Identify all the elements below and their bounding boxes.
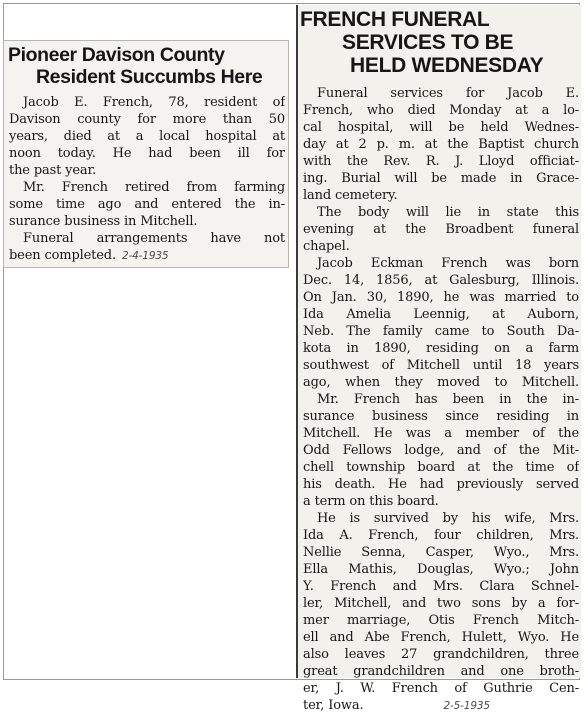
handwritten-date: 2-4-1935 [121,250,169,262]
text-line: er, J. W. French of Guthrie Cen- [303,681,579,696]
text-line: ter, Iowa. [303,698,364,713]
text-line: with the Rev. R. J. Lloyd officiat- [303,154,579,169]
left-headline-line1: Pioneer Davison County [8,44,225,66]
text-line: Nellie Senna, Casper, Wyo., Mrs. [303,545,579,560]
text-line: On Jan. 30, 1890, he was married to [303,290,579,305]
text-line: chapel. [303,239,350,254]
right-headline-line1: FRENCH FUNERAL [300,8,490,31]
left-headline-line2: Resident Succumbs Here [36,66,263,88]
text-line: chell township board at the time of [303,460,579,475]
text-line: a term on this board. [303,494,439,509]
text-line: surance business in Mitchell. [9,214,198,229]
text-line: evening at the Broadbent funeral [303,222,579,237]
text-line: Jacob Eckman French was born [317,256,579,271]
text-line: been completed. [9,248,116,263]
text-line: ago, when they moved to Mitchell. [303,375,579,390]
text-line: Odd Fellows lodge, and of the Mit- [303,443,579,458]
text-line: surance business since residing in [303,409,579,424]
text-line: ell and Abe French, Hulett, Wyo. He [303,630,579,645]
text-line: southwest of Mitchell until 18 years [303,358,579,373]
text-line: also leaves 27 grandchildren, three [303,647,579,662]
text-line: Neb. The family came to South Da- [303,324,579,339]
handwritten-date: 2-5-1935 [443,700,490,712]
text-line: Jacob E. French, 78, resident of [23,95,285,110]
text-line: Davison county for more than 50 [9,112,285,127]
left-article-body [9,94,285,264]
text-line-with-date [303,697,579,714]
text-line: He is survived by his wife, Mrs. [317,511,579,526]
text-line: kota in 1890, residing on a farm [303,341,579,356]
text-line: Y. French and Mrs. Clara Schnel- [303,579,579,594]
text-line: Funeral services for Jacob E. [317,86,579,101]
text-line: land cemetery. [303,188,398,203]
text-line-with-date [9,247,285,264]
text-line: Mitchell. He was a member of the [303,426,579,441]
text-line: mer marriage, Otis French Mitch- [303,613,579,628]
right-headline [300,8,580,77]
text-line: his death. He had previously served [303,477,579,492]
text-line: Mr. French retired from farming [23,180,285,195]
text-line: Ida Amelia Leennig, at Auborn, [303,307,579,322]
text-line: Funeral arrangements have not [23,231,285,246]
text-line: great grandchildren and one broth- [303,664,579,679]
left-headline [8,44,283,88]
text-line: day at 2 p. m. at the Baptist church [303,137,579,152]
text-line: French, who died Monday at a lo- [303,103,579,118]
text-line: some time ago and entered the in- [9,197,285,212]
text-line: Dec. 14, 1856, at Galesburg, Illinois. [303,273,579,288]
text-line: ing. Burial will be made in Grace- [303,171,579,186]
text-line: Mr. French has been in the in- [317,392,579,407]
text-line: years, died at a local hospital at [9,129,285,144]
text-line: Ida A. French, four children, Mrs. [303,528,579,543]
text-line: noon today. He had been ill for [9,146,285,161]
text-line: ler, Mitchell, and two sons by a for- [303,596,579,611]
right-headline-line2: SERVICES TO BE [342,31,514,54]
text-line: Ella Mathis, Douglas, Wyo.; John [303,562,579,577]
text-line: the past year. [9,163,97,178]
right-article-body [303,85,579,714]
text-line: The body will lie in state this [317,205,579,220]
text-line: cal hospital, will be held Wednes- [303,120,579,135]
right-headline-line3: HELD WEDNESDAY [350,54,544,77]
